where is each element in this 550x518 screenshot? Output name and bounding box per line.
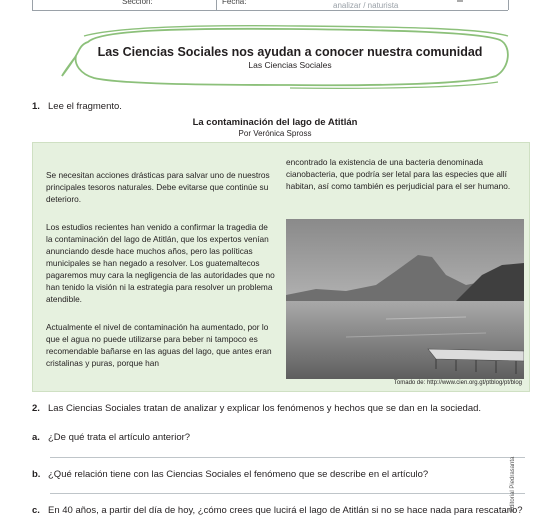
lake-atitlan-photo [286, 219, 524, 379]
question-text: Lee el fragmento. [48, 101, 122, 112]
reading-paragraph: Se necesitan acciones drásticas para salvar uno de nuestros principales tesoros naturales. Debe evitarse que continúe su deterioro. [46, 170, 270, 204]
reading-paragraph: Los estudios recientes han venido a confirmar la tragedia de la contaminación del lago de Atitlán, que los expertos venían anunciando desde hace muchos años, pero las políticas municipales se han negado a resolver. Los guatemaltecos pagaremos muy cara la negligencia de las autoridades que no han tenido la visión ni la estrategia para resolver un problema atendible. [46, 222, 275, 304]
subquestion-text: ¿Qué relación tiene con las Ciencias Sociales el fenómeno que se describe en el artículo? [48, 469, 429, 480]
mark-icon [456, 0, 464, 6]
seccion-label: Sección: [122, 0, 153, 6]
question-text: Las Ciencias Sociales tratan de analizar y explicar los fenómenos y hechos que se dan en la sociedad. [48, 403, 482, 414]
photo-caption: Tomado de: http://www.cien.org.gt/ptblog/pt/blog [393, 380, 522, 386]
subquestion-text: En 40 años, a partir del día de hoy, ¿cómo crees que lucirá el lago de Atitlán si no se hace nada para rescatarlo? [48, 505, 523, 516]
subquestion-letter: b. [32, 469, 41, 480]
header-divider [32, 0, 33, 10]
reading-title: La contaminación del lago de Atitlán [192, 117, 358, 128]
grey-hint: analizar / naturista [333, 1, 399, 10]
publisher-credit: Editorial Piedrasanta [510, 456, 516, 512]
answer-line[interactable] [50, 493, 525, 494]
page-subtitle: Las Ciencias Sociales [248, 60, 332, 70]
subquestion-letter: a. [32, 432, 40, 443]
subquestion-letter: c. [32, 505, 40, 516]
header-divider [508, 0, 509, 10]
reading-paragraph: Actualmente el nivel de contaminación ha aumentado, por lo que el agua no puede utilizarse para beber ni tampoco es recomendable bañarse en las aguas del lago, que antes eran cristalinas y puras, porque han [46, 322, 272, 368]
reading-author: Por Verónica Spross [238, 129, 312, 138]
header-divider [216, 0, 217, 10]
reading-paragraph: encontrado la existencia de una bacteria denominada cianobacteria, que podría ser letal para las especies que allí habitan, así como también es perjudicial para el ser humano. [286, 157, 511, 191]
question-number: 2. [32, 403, 40, 414]
answer-line[interactable] [50, 457, 525, 458]
question-number: 1. [32, 101, 40, 112]
header-rule [32, 10, 508, 11]
fecha-label: Fecha: [222, 0, 247, 6]
subquestion-text: ¿De qué trata el artículo anterior? [48, 432, 191, 443]
page-title: Las Ciencias Sociales nos ayudan a conocer nuestra comunidad [97, 45, 483, 59]
